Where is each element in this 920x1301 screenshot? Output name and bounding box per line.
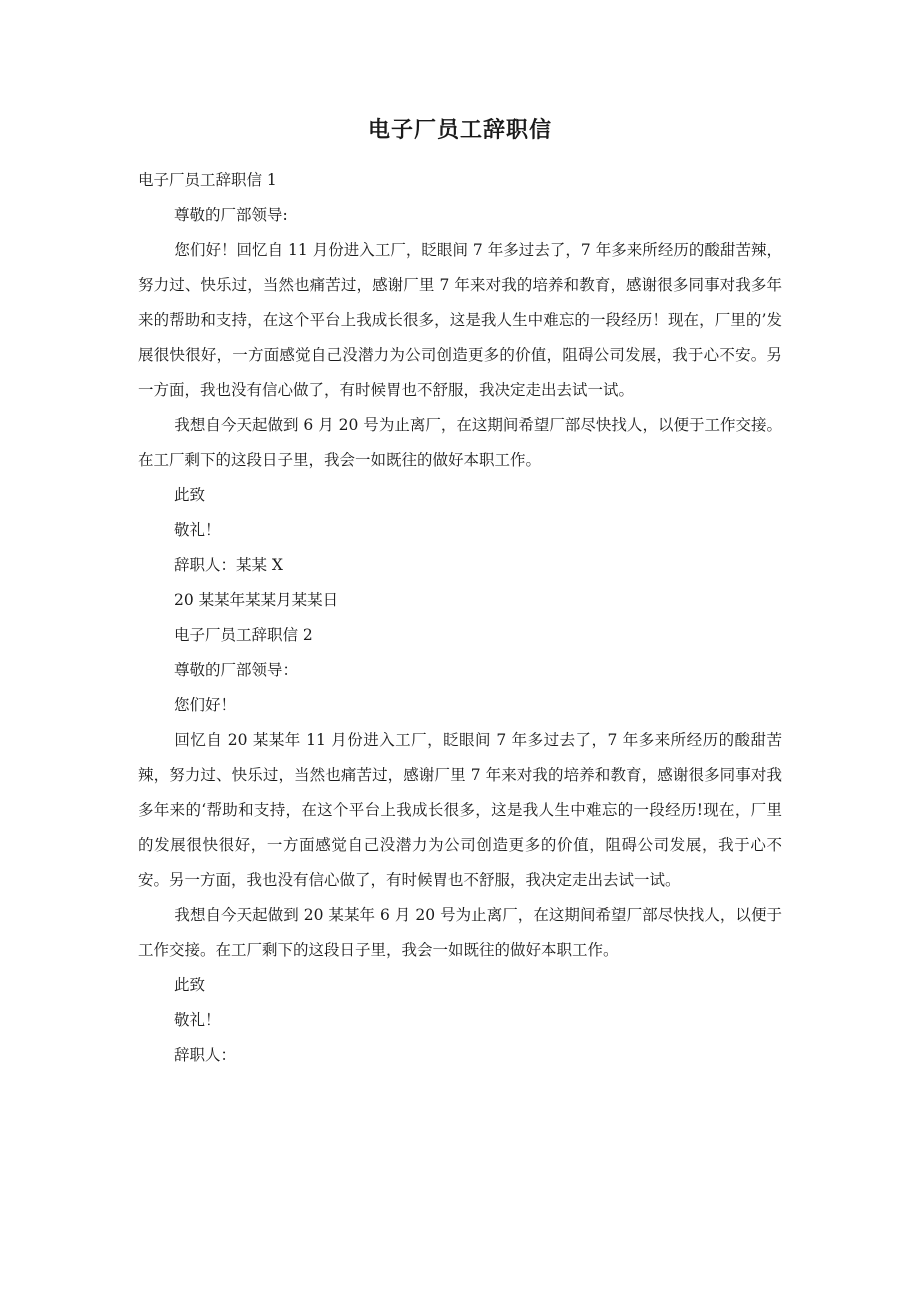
letter1-salutation: 尊敬的厂部领导: (174, 206, 288, 224)
letter1-paragraph-1: 您们好！回忆自 11 月份进入工厂，眨眼间 7 年多过去了，7 年多来所经历的酸甜苦辣，努力过、快乐过，当然也痛苦过，感谢厂里 7 年来对我的培养和教育，感谢很多同事对我多年来的帮助和支持，在这个平台上我成长很多，这是我人生中难忘的一段经历！现在，厂里的’发展很快很好，一方面感觉自己没潜力为公司创造更多的价值，阻碍公司发展，我于心不安。另一方面，我也没有信心做了，有时候胃也不舒服，我决定走出去试一试。 (138, 241, 782, 399)
page-title: 电子厂员工辞职信 (367, 118, 552, 143)
document-body (138, 163, 782, 1073)
letter2-paragraph-2: 我想自今天起做到 20 某某年 6 月 20 号为止离厂，在这期间希望厂部尽快找人，以便于工作交接。在工厂剩下的这段日子里，我会一如既往的做好本职工作。 (138, 906, 782, 959)
letter2-closing-1: 此致 (174, 976, 206, 994)
letter1-closing-1: 此致 (174, 486, 206, 504)
letter1-heading: 电子厂员工辞职信 1 (138, 171, 277, 189)
letter2-closing-2: 敬礼！ (174, 1011, 221, 1029)
letter2-paragraph-1: 回忆自 20 某某年 11 月份进入工厂，眨眼间 7 年多过去了，7 年多来所经历的酸甜苦辣，努力过、快乐过，当然也痛苦过，感谢厂里 7 年来对我的培养和教育，感谢很多同事对我多年来的‘帮助和支持，在这个平台上我成长很多，这是我人生中难忘的一段经历!现在，厂里的发展很快很好，一方面感觉自己没潜力为公司创造更多的价值，阻碍公司发展，我于心不安。另一方面，我也没有信心做了，有时候胃也不舒服，我决定走出去试一试。 (138, 731, 782, 889)
letter2-greeting: 您们好！ (174, 696, 237, 714)
letter1-signer: 辞职人：某某 X (174, 556, 283, 574)
letter2-heading: 电子厂员工辞职信 2 (174, 626, 313, 644)
letter2-signer: 辞职人： (174, 1046, 237, 1064)
letter1-date: 20 某某年某某月某某日 (174, 591, 339, 609)
letter2-salutation: 尊敬的厂部领导： (174, 661, 299, 679)
letter1-closing-2: 敬礼！ (174, 521, 221, 539)
letter1-paragraph-2: 我想自今天起做到 6 月 20 号为止离厂，在这期间希望厂部尽快找人，以便于工作交接。在工厂剩下的这段日子里，我会一如既往的做好本职工作。 (138, 416, 782, 469)
